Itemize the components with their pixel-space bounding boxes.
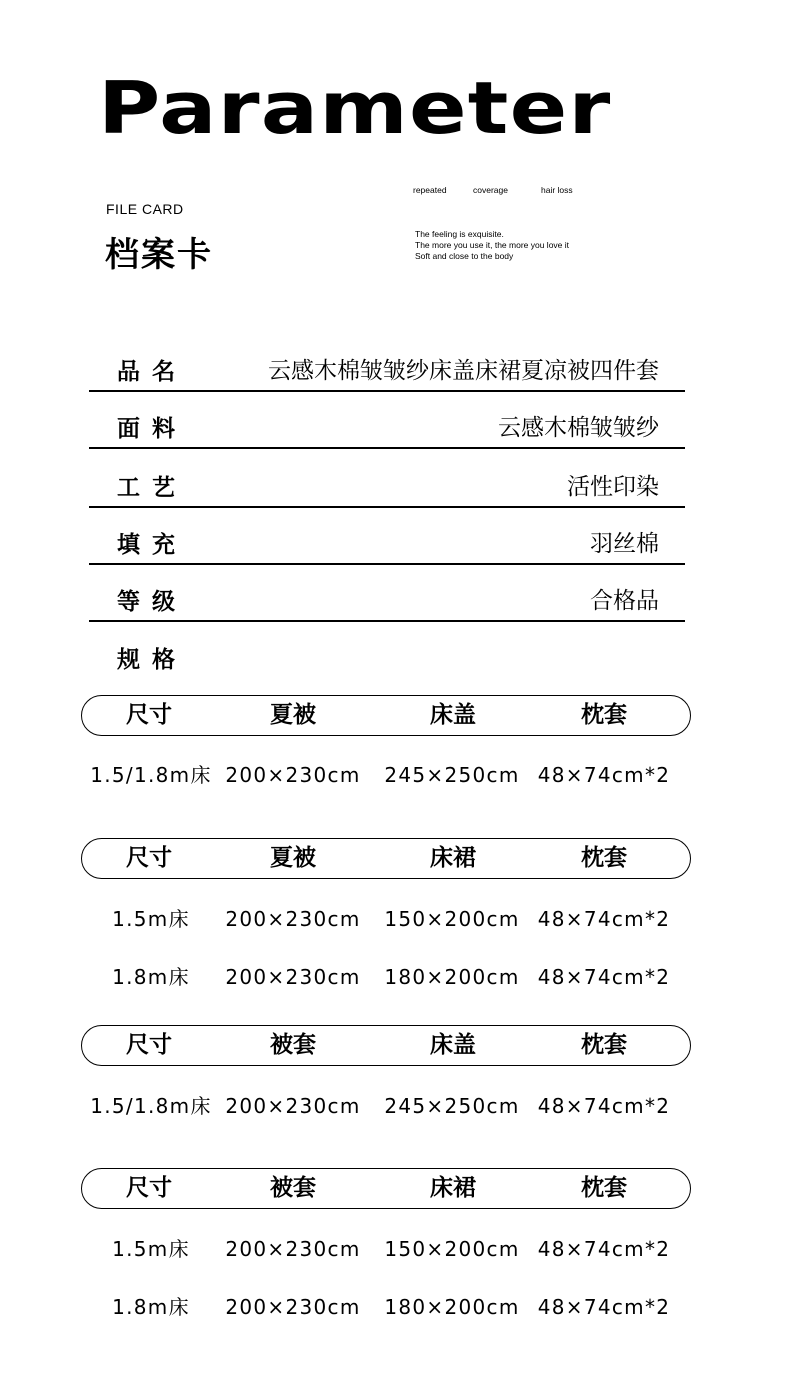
header-cell: 尺寸 <box>126 845 172 871</box>
data-cell: 48×74cm*2 <box>537 1295 671 1319</box>
data-cell: 200×230cm <box>225 907 361 931</box>
size-cell: 1.8m床 <box>112 965 190 989</box>
data-cell: 200×230cm <box>225 1237 361 1261</box>
header-cell: 尺寸 <box>126 702 172 728</box>
attr-row-spec <box>89 646 685 678</box>
size-cell: 1.5m床 <box>112 1237 190 1261</box>
header-cell: 床盖 <box>430 702 476 728</box>
data-cell: 200×230cm <box>225 965 361 989</box>
spec-table-header <box>81 1025 691 1066</box>
size-cell: 1.5/1.8m床 <box>90 1094 212 1118</box>
attr-value: 活性印染 <box>567 474 659 500</box>
tagline-line: The feeling is exquisite. <box>415 229 504 239</box>
data-cell: 48×74cm*2 <box>537 1094 671 1118</box>
table-row <box>0 760 790 790</box>
tagline-line: Soft and close to the body <box>415 251 514 261</box>
data-cell: 150×200cm <box>384 1237 520 1261</box>
attr-value: 合格品 <box>590 588 659 614</box>
data-cell: 200×230cm <box>225 1094 361 1118</box>
header-cell: 枕套 <box>581 702 627 728</box>
table-row <box>0 1292 790 1322</box>
attr-label: 规格 <box>117 647 187 673</box>
attr-value: 羽丝棉 <box>590 531 659 557</box>
table-row <box>0 1091 790 1121</box>
data-cell: 200×230cm <box>225 763 361 787</box>
attr-row-process <box>89 474 685 508</box>
data-cell: 150×200cm <box>384 907 520 931</box>
table-row <box>0 962 790 992</box>
tag-hair-loss: hair loss <box>541 185 573 195</box>
header-cell: 枕套 <box>581 845 627 871</box>
attr-label: 等级 <box>117 589 187 615</box>
data-cell: 245×250cm <box>384 1094 520 1118</box>
data-cell: 48×74cm*2 <box>537 907 671 931</box>
data-cell: 48×74cm*2 <box>537 965 671 989</box>
header-cell: 床裙 <box>430 1175 476 1201</box>
header-cell: 尺寸 <box>126 1175 172 1201</box>
tagline <box>415 229 569 262</box>
header-cell: 床裙 <box>430 845 476 871</box>
header-cell: 枕套 <box>581 1175 627 1201</box>
size-cell: 1.5m床 <box>112 907 190 931</box>
size-cell: 1.8m床 <box>112 1295 190 1319</box>
table-row <box>0 1234 790 1264</box>
data-cell: 200×230cm <box>225 1295 361 1319</box>
header-cell: 床盖 <box>430 1032 476 1058</box>
data-cell: 245×250cm <box>384 763 520 787</box>
tagline-line: The more you use it, the more you love it <box>415 240 570 250</box>
attr-row-grade <box>89 588 685 622</box>
attr-row-fabric <box>89 415 685 449</box>
file-card-label: FILE CARD <box>106 201 184 217</box>
spec-table-header <box>81 838 691 879</box>
attr-label: 面料 <box>117 416 187 442</box>
attr-value: 云感木棉皱皱纱 <box>498 415 659 441</box>
data-cell: 48×74cm*2 <box>537 763 671 787</box>
header-cell: 尺寸 <box>126 1032 172 1058</box>
attr-row-name <box>89 358 685 392</box>
attr-label: 工艺 <box>117 475 187 501</box>
header-cell: 夏被 <box>270 845 316 871</box>
attr-value: 云感木棉皱皱纱床盖床裙夏凉被四件套 <box>268 358 659 384</box>
attr-row-filling <box>89 531 685 565</box>
file-card-heading: 档案卡 <box>105 235 213 275</box>
attr-label: 品名 <box>117 359 187 385</box>
tag-repeated: repeated <box>413 185 447 195</box>
data-cell: 48×74cm*2 <box>537 1237 671 1261</box>
data-cell: 180×200cm <box>384 1295 520 1319</box>
spec-table-header <box>81 1168 691 1209</box>
header-cell: 被套 <box>270 1175 316 1201</box>
size-cell: 1.5/1.8m床 <box>90 763 212 787</box>
page-title: Parameter <box>98 66 612 150</box>
header-cell: 枕套 <box>581 1032 627 1058</box>
table-row <box>0 904 790 934</box>
tag-coverage: coverage <box>473 185 508 195</box>
spec-table-header <box>81 695 691 736</box>
header-cell: 夏被 <box>270 702 316 728</box>
attr-label: 填充 <box>117 532 187 558</box>
data-cell: 180×200cm <box>384 965 520 989</box>
header-cell: 被套 <box>270 1032 316 1058</box>
